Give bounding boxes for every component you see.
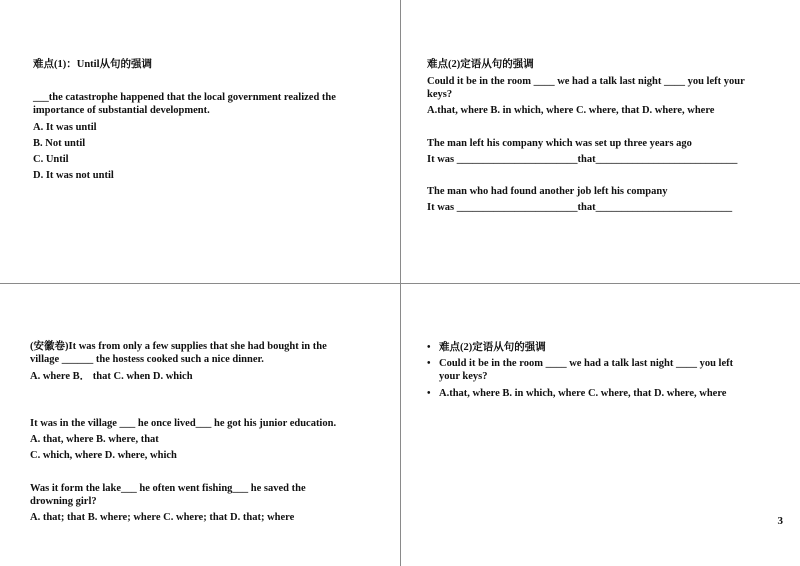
q1-stem-line1: ___the catastrophe happened that the local government realized the <box>33 92 336 103</box>
q3-options: A. where B． that C. when D. which <box>30 371 193 382</box>
q3-line2: village ______ the hostess cooked such a nice dinner. <box>30 354 264 365</box>
q2-options: A.that, where B. in which, where C. where, that D. where, where <box>427 105 715 116</box>
page-number: 3 <box>777 515 783 527</box>
q1-option-b: B. Not until <box>33 138 86 149</box>
q2-stem-line2: keys? <box>427 89 453 100</box>
q2-stem-line1: Could it be in the room ____ we had a talk last night ____ you left your <box>427 76 745 87</box>
q3-part3-options: A. that; that B. where; where C. where; that D. that; where <box>30 512 295 523</box>
bullet-icon: • <box>427 358 431 369</box>
q4-bullet2-line1: Could it be in the room ____ we had a talk last night ____ you left <box>439 358 734 369</box>
q2-sentence2-blank: It was _______________________that__________________________ <box>427 202 733 213</box>
q1-option-a: A. It was until <box>33 122 97 133</box>
q3-part3-line2: drowning girl? <box>30 496 97 507</box>
q4-bullet3: A.that, where B. in which, where C. where, that D. where, where <box>439 388 727 399</box>
q1-option-c: C. Until <box>33 154 69 165</box>
bullet-icon: • <box>427 342 431 353</box>
horizontal-divider <box>0 283 800 284</box>
q1-heading: 难点(1)：Until从句的强调 <box>33 59 152 70</box>
q3-part2-options2: C. which, where D. where, which <box>30 450 177 461</box>
q1-stem-line2: importance of substantial development. <box>33 105 210 116</box>
q2-heading: 难点(2)定语从句的强调 <box>427 59 534 70</box>
q4-bullet1: 难点(2)定语从句的强调 <box>439 342 546 353</box>
q3-part2-stem: It was in the village ___ he once lived___ he got his junior education. <box>30 418 337 429</box>
q3-part2-options1: A. that, where B. where, that <box>30 434 159 445</box>
q2-sentence1-blank: It was _______________________that___________________________ <box>427 154 738 165</box>
q4-bullet2-line2: your keys? <box>439 371 488 382</box>
q3-part3-line1: Was it form the lake___ he often went fishing___ he saved the <box>30 483 306 494</box>
q2-sentence2: The man who had found another job left his company <box>427 186 668 197</box>
q1-option-d: D. It was not until <box>33 170 114 181</box>
q2-sentence1: The man left his company which was set up three years ago <box>427 138 692 149</box>
bullet-icon: • <box>427 388 431 399</box>
q3-line1: (安徽卷)It was from only a few supplies that she had bought in the <box>30 341 327 352</box>
